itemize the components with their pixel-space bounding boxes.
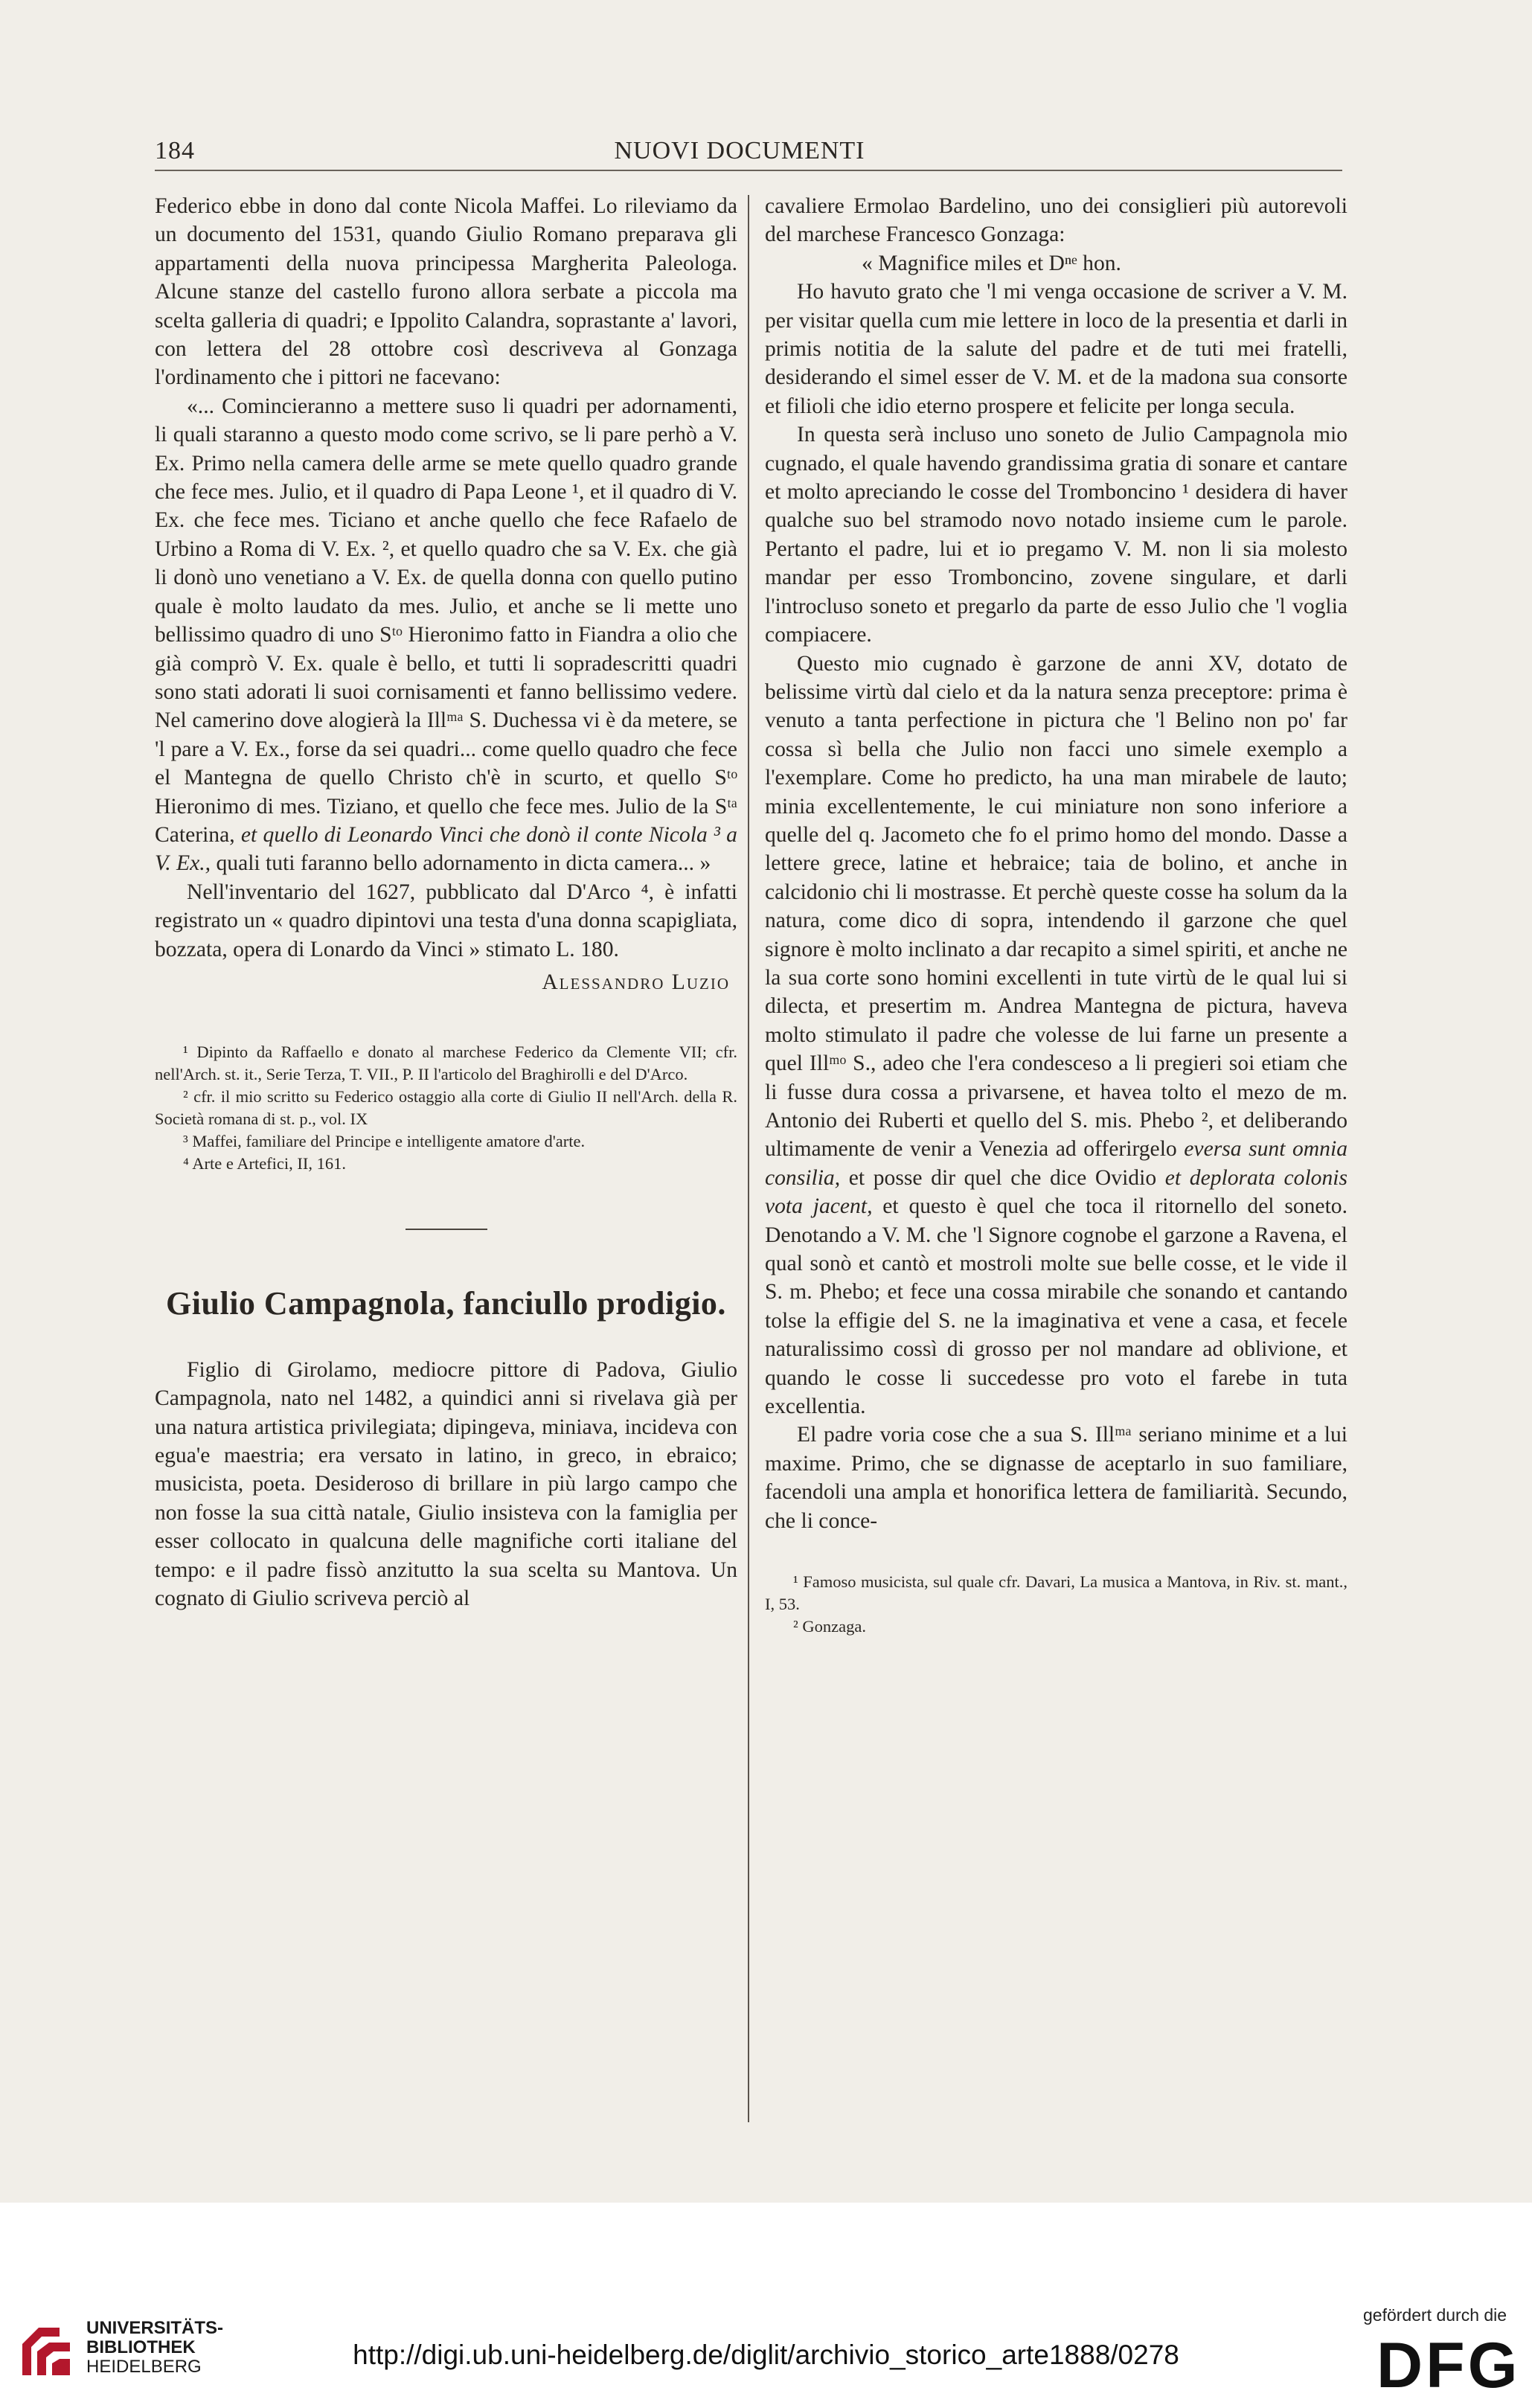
paragraph: Questo mio cugnado è garzone de anni XV, dotato de belissime virtù dal cielo et da la natura senza preceptore: prima è venuto a tanta perfectione in pictura che 'l Belino non po' far cossa sì bella che Julio non facci uno simele exemplo a l'exemplare. Come ho predicto, ha una man mirabele de lauto; minia excellentemente, le cui miniature non sono inferiore a quelle del q. Jacometo che fo el primo homo del mondo. Dasse a lettere grece, latine et hebraice; taia de bolino, et anche in calcidonio chi li mostrasse. Et perchè queste cosse ha solum da la natura, come dico di sopra, intendendo il garzone che quel signore è molto inclinato a dar recapito a simel spiriti, et anche ne la sua corte sono homini excellenti in tute virtù de le qual lui si dilecta, et presertim m. Andrea Mantegna de pictura, haveva molto stimulato il padre che volesse de lui farne un presente a quel Illᵐᵒ S., adeo che l'era condesceso a li pregieri soi etiam che li fusse dura cossa a privarsene, et havea tolto el mezo de m. Antonio dei Ruberti et quello del S. mis. Phebo ², et deliberando ultimamente de venir a Venezia ad offerirgelo eversa sunt omnia consilia, et posse dir quel che dice Ovidio et deplorata colonis vota jacent, et questo è quel che toca il ritornello del soneto. Denotando a V. M. che 'l Signore cognobe el garzone a Ravena, el qual sonò et cantò et mostroli molte sue belle cosse, et le vide il S. m. Phebo; et fece una cossa mirabile che sonando et cantando tolse la effigie del S. ne la imaginativa et vene a casa, et fecele naturalissimo cossì di grosso per nol mandare ad oblivione, et quando le cosse li succedesse pro voto el farebe in tuta excellentia. <box>765 651 1348 1419</box>
left-column <box>155 192 737 1613</box>
author-signature: Alessandro Luzio <box>542 970 730 994</box>
section-title: Giulio Campagnola, fanciullo prodigio. <box>166 1285 726 1322</box>
footnote: ³ Maffei, familiare del Principe e intelligente amatore d'arte. <box>183 1132 586 1151</box>
footnotes <box>765 1571 1347 1638</box>
footnote: ⁴ Arte e Artefici, II, 161. <box>183 1154 347 1173</box>
paragraph: cavaliere Ermolao Bardelino, uno dei consiglieri più autorevoli del marchese Francesco Gonzaga: <box>765 194 1347 247</box>
footnote: ¹ Famoso musicista, sul quale cfr. Davari, La musica a Mantova, in Riv. st. mant., I, 53. <box>765 1572 1347 1614</box>
footnote: ² Gonzaga. <box>793 1617 866 1636</box>
quoted-letter: «... Comincieranno a mettere suso li quadri per adornamenti, li quali staranno a questo modo come scrivo, se li pare perhò a V. Ex. Primo nella camera delle arme se mete quello quadro grande che fece mes. Julio, et il quadro di Papa Leone ¹, et il quadro di V. Ex. che fece mes. Ticiano et anche quello che fece Rafaelo de Urbino a Roma di V. Ex. ², et quello quadro che sa V. Ex. che già li donò uno venetiano a V. Ex. de quella donna con quello putino quale è molto laudato da mes. Julio, et anche se li mette uno bellissimo quadro di uno Sᵗᵒ Hieronimo fatto in Fiandra a olio che già comprò V. Ex. quale è bello, et tutti li sopradescritti quadri sono stati adorati li suoi cornisamenti et fanno bellissimo vedere. Nel camerino dove alogierà la Illᵐᵃ S. Duchessa vi è da metere, se 'l pare a V. Ex., forse da sei quadri... come quello quadro che fece el Mantegna de quello Christo ch'è in scurto, et quello Sᵗᵒ Hieronimo di mes. Tiziano, et quello che fece mes. Julio de la Sᵗᵃ Caterina, et quello di Leonardo Vinci che donò il conte Nicola ³ a V. Ex., quali tuti faranno bello adornamento in dicta camera... » <box>155 394 737 876</box>
running-header <box>155 131 1324 176</box>
library-name: UNIVERSITÄTS- BIBLIOTHEK HEIDELBERG <box>86 2318 224 2377</box>
viewer-footer <box>0 2203 1532 2408</box>
paragraph: Ho havuto grato che 'l mi venga occasione de scriver a V. M. per visitar quella cum mie lettere in loco de la presentia et darli in primis notitia de la salute del padre et de tuti mei fratelli, desiderando el simel esser de V. M. et de la madona sua consorte et filioli che idio eterno prospere et felicite per longa secula. <box>765 280 1347 418</box>
footnote: ¹ Dipinto da Raffaello e donato al marchese Federico da Clemente VII; cfr. nell'Arch. st. it., Serie Terza, T. VII., P. II l'articolo del Braghirolli e del D'Arco. <box>155 1043 737 1084</box>
paragraph: Federico ebbe in dono dal conte Nicola Maffei. Lo rileviamo da un documento del 1531, quando Giulio Romano preparava gli appartamenti della nuova principessa Margherita Paleologa. Alcune stanze del castello furono allora serbate a piccola ma scelta galleria di quadri; e Ippolito Calandra, soprastante a' lavori, con lettera del 28 ottobre così descriveva al Gonzaga l'ordinamento che i pittori ne facevano: <box>155 194 737 390</box>
paragraph: El padre voria cose che a sua S. Illᵐᵃ seriano minime et a lui maxime. Primo, che se dignasse de aceptarlo in suo familiare, facendoli una ampla et honorifica lettera de familiarità. Secundo, che li conce- <box>765 1423 1347 1533</box>
column-rule <box>748 195 749 2122</box>
paragraph: Figlio di Girolamo, mediocre pittore di Padova, Giulio Campagnola, nato nel 1482, a quindici anni si rivelava già per una natura artistica privilegiata; dipingeva, miniava, incideva con egua'e maestria; era versato in latino, in greco, in ebraico; musicista, poeta. Desideroso di brillare in più largo campo che non fosse la sua città natale, Giulio insisteva con la famiglia per esser collocato in qualcuna delle magnifiche corti italiane del tempo: e il padre fissò anzitutto la sua scelta su Mantova. Un cognato di Giulio scriveva perciò al <box>155 1357 737 1611</box>
funding-label: gefördert durch die <box>1363 2305 1507 2325</box>
header-rule <box>155 170 1342 171</box>
paragraph: Nell'inventario del 1627, pubblicato dal D'Arco ⁴, è infatti registrato un « quadro dipintovi una testa d'una donna scapigliata, bozzata, opera di Lonardo da Vinci » stimato L. 180. <box>155 880 737 961</box>
permalink-url[interactable]: http://digi.ub.uni-heidelberg.de/diglit/archivio_storico_arte1888/0278 <box>353 2340 1179 2370</box>
running-title: NUOVI DOCUMENTI <box>614 137 865 164</box>
paragraph: In questa serà incluso uno soneto de Julio Campagnola mio cugnado, el quale havendo grandissima gratia di sonare et cantare et molto apreciando le cosse del Tromboncino ¹ desidera di haver qualche suo bel stramodo novo notado insieme cum le parole. Pertanto el padre, lui et io pregamo V. M. non li sia molesto mandar per esso Tromboncino, zovene singulare, et darli l'introcluso soneto et pregarlo da parte de esso Julio che 'l voglia compiacere. <box>765 423 1347 647</box>
right-column <box>765 192 1347 1638</box>
letter-salutation: « Magnifice miles et Dⁿᵉ hon. <box>862 251 1121 275</box>
footnote: ² cfr. il mio scritto su Federico ostaggio alla corte di Giulio II nell'Arch. della R. Società romana di st. p., vol. IX <box>155 1087 737 1129</box>
page-number: 184 <box>155 137 195 164</box>
section-divider <box>406 1229 487 1230</box>
footnotes <box>155 1041 737 1175</box>
dfg-logo: DFG <box>1376 2330 1521 2401</box>
